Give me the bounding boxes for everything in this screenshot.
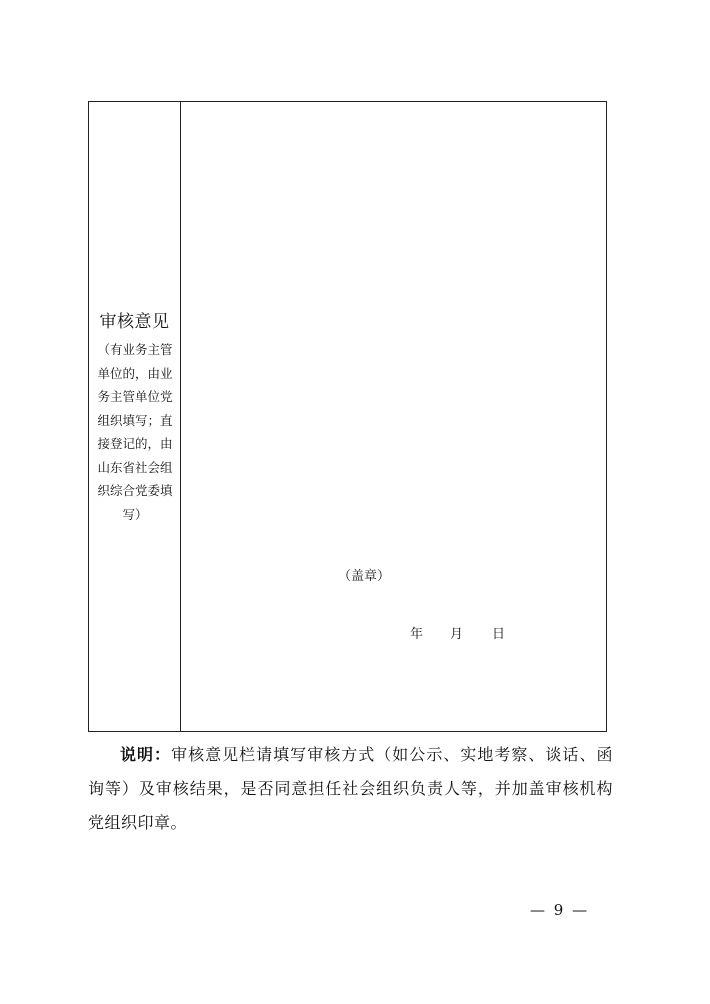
date-year: 年 — [410, 627, 424, 642]
explanation-note — [88, 738, 613, 840]
review-opinion-title: 审核意见 — [99, 312, 170, 332]
date-line — [410, 623, 505, 642]
explanation-text: 审核意见栏请填写审核方式（如公示、实地考察、谈话、函询等）及审核结果，是否同意担任社会组织负责人等，并加盖审核机构党组织印章。 — [88, 745, 613, 832]
date-month: 月 — [450, 627, 464, 642]
review-opinion-label-cell — [89, 102, 181, 731]
page-number: — 9 — — [530, 901, 590, 919]
review-opinion-table — [88, 101, 607, 732]
seal-label: （盖章） — [338, 569, 391, 584]
review-opinion-content-cell — [181, 102, 606, 731]
review-opinion-instruction: （有业务主管单位的，由业务主管单位党组织填写；直接登记的，由山东省社会组织综合党委填写） — [97, 342, 173, 522]
explanation-label: 说明： — [120, 745, 172, 764]
date-day: 日 — [492, 627, 506, 642]
